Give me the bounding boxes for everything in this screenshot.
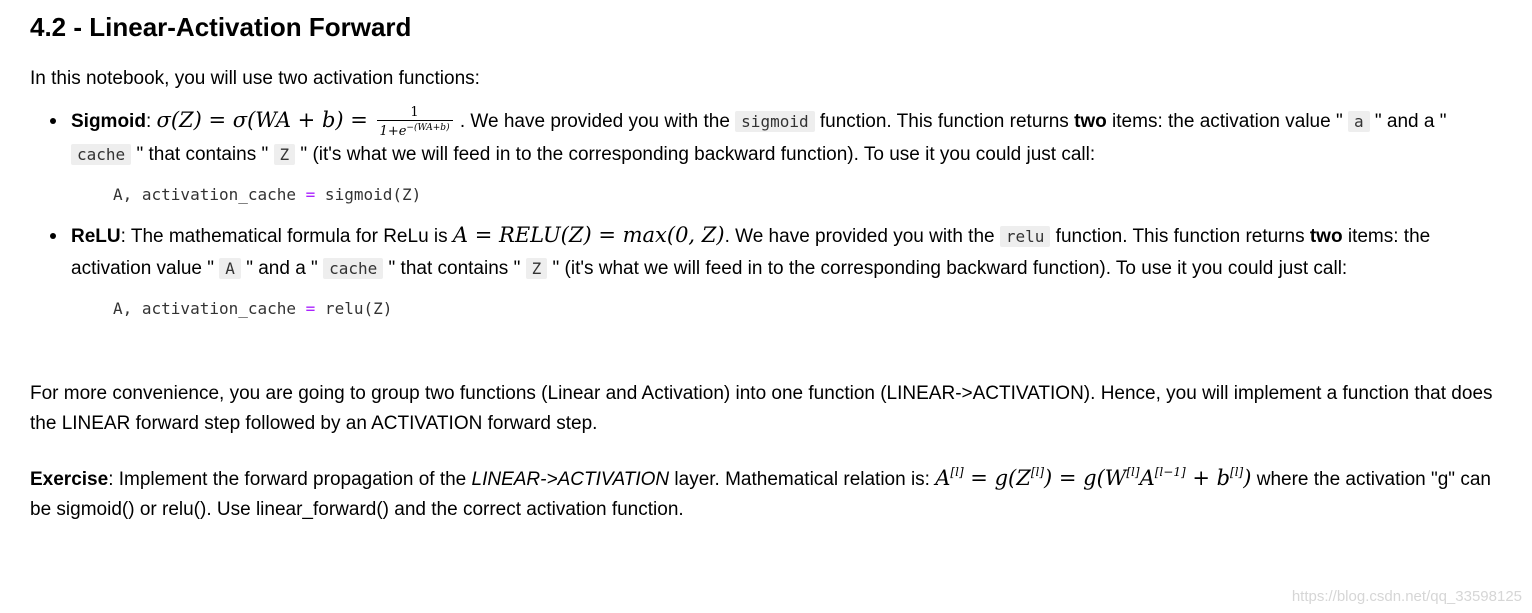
fraction-denominator-exponent: −(WA+b): [406, 122, 450, 133]
code-operator: =: [305, 184, 316, 204]
eq-A: A: [935, 465, 951, 490]
eq-sup-l: [l]: [1230, 464, 1244, 479]
eq-sup-lm1: [l−1]: [1154, 464, 1186, 479]
convenience-paragraph: For more convenience, you are going to group two functions (Linear and Activation) into one function (LINEAR->ACTIVATION). Hence, you will implement a function that does the LINEAR forward step followed by an ACTIVATION forward step.: [30, 382, 1493, 434]
code-rhs: sigmoid(Z): [315, 184, 422, 204]
fraction-denominator-base: 1+e: [379, 123, 407, 139]
relu-text-5: " and a ": [240, 257, 324, 279]
relu-bold-two: two: [1309, 225, 1343, 247]
list-item-sigmoid: [71, 104, 1510, 209]
eq-mid2: ) = g(W: [1044, 465, 1127, 490]
relu-text-4: items: the activation value ": [71, 225, 1431, 279]
relu-label: ReLU: [71, 225, 121, 247]
section-heading: 4.2 - Linear-Activation Forward: [30, 12, 412, 42]
fraction-denominator: [377, 121, 453, 139]
code-sigmoid: sigmoid: [735, 111, 814, 132]
exercise-text-3: where the activation "g" can be sigmoid() or relu(). Use linear_forward() and the correct activation function.: [30, 468, 1491, 520]
code-lhs: A, activation_cache: [113, 298, 306, 318]
list-item-relu: [71, 219, 1510, 323]
sigmoid-label: Sigmoid: [71, 111, 146, 132]
exercise-italic: LINEAR->ACTIVATION: [471, 468, 670, 490]
intro-text: In this notebook, you will use two activation functions:: [30, 68, 480, 89]
fraction-numerator: 1: [377, 105, 453, 121]
eq-plus-b: + b: [1185, 465, 1231, 490]
sigmoid-text-4: " and a ": [1369, 111, 1447, 132]
sigmoid-formula: [157, 108, 375, 132]
relu-text-2: . We have provided you with the: [724, 225, 1000, 247]
sigmoid-text-6: " (it's what we will feed in to the corresponding backward function). To use it you could just call:: [295, 143, 1096, 165]
sigmoid-code-block: [113, 181, 1510, 209]
exercise-text-2: layer. Mathematical relation is:: [669, 468, 936, 490]
code-z: Z: [526, 258, 548, 279]
relu-text-1: : The mathematical formula for ReLu is: [120, 225, 453, 247]
watermark-text: https://blog.csdn.net/qq_33598125: [1291, 588, 1522, 605]
code-operator: =: [305, 298, 316, 318]
sigmoid-bold-two: two: [1074, 111, 1107, 132]
sigmoid-colon: :: [145, 111, 157, 132]
eq-sup-l: [l]: [1126, 464, 1140, 479]
sigmoid-fraction: [377, 105, 453, 139]
code-A: A: [219, 258, 241, 279]
code-cache: cache: [323, 258, 383, 279]
relu-code-block: [113, 295, 1510, 323]
code-lhs: A, activation_cache: [113, 184, 306, 204]
sigmoid-formula-lhs: σ(Z) = σ(WA + b) =: [156, 108, 375, 132]
eq-close: ): [1243, 465, 1252, 490]
code-a: a: [1348, 111, 1370, 132]
exercise-text-1: : Implement the forward propagation of the: [108, 468, 472, 490]
eq-A2: A: [1139, 465, 1155, 490]
sigmoid-text-5: " that contains ": [131, 143, 274, 165]
eq-sup-l: [l]: [950, 464, 964, 479]
exercise-paragraph: [30, 457, 1510, 525]
notebook-markdown-cell: [30, 8, 1510, 525]
code-relu: relu: [1000, 226, 1051, 247]
sigmoid-text-2: function. This function returns: [814, 111, 1075, 132]
exercise-equation: [935, 466, 1251, 490]
relu-formula: A = RELU(Z) = max(0, Z): [452, 222, 725, 247]
eq-sup-l: [l]: [1030, 464, 1045, 479]
code-rhs: relu(Z): [315, 298, 393, 318]
code-cache: cache: [71, 144, 131, 165]
relu-text-7: " (it's what we will feed in to the corresponding backward function). To use it you could just call:: [547, 257, 1348, 279]
exercise-label: Exercise: [30, 468, 109, 490]
sigmoid-text-3: items: the activation value ": [1106, 111, 1348, 132]
relu-text-6: " that contains ": [383, 257, 526, 279]
code-z: Z: [274, 144, 296, 165]
sigmoid-text-1: . We have provided you with the: [454, 111, 736, 132]
eq-mid1: = g(Z: [963, 465, 1031, 490]
activation-function-list: [30, 104, 1510, 323]
relu-text-3: function. This function returns: [1050, 225, 1310, 247]
